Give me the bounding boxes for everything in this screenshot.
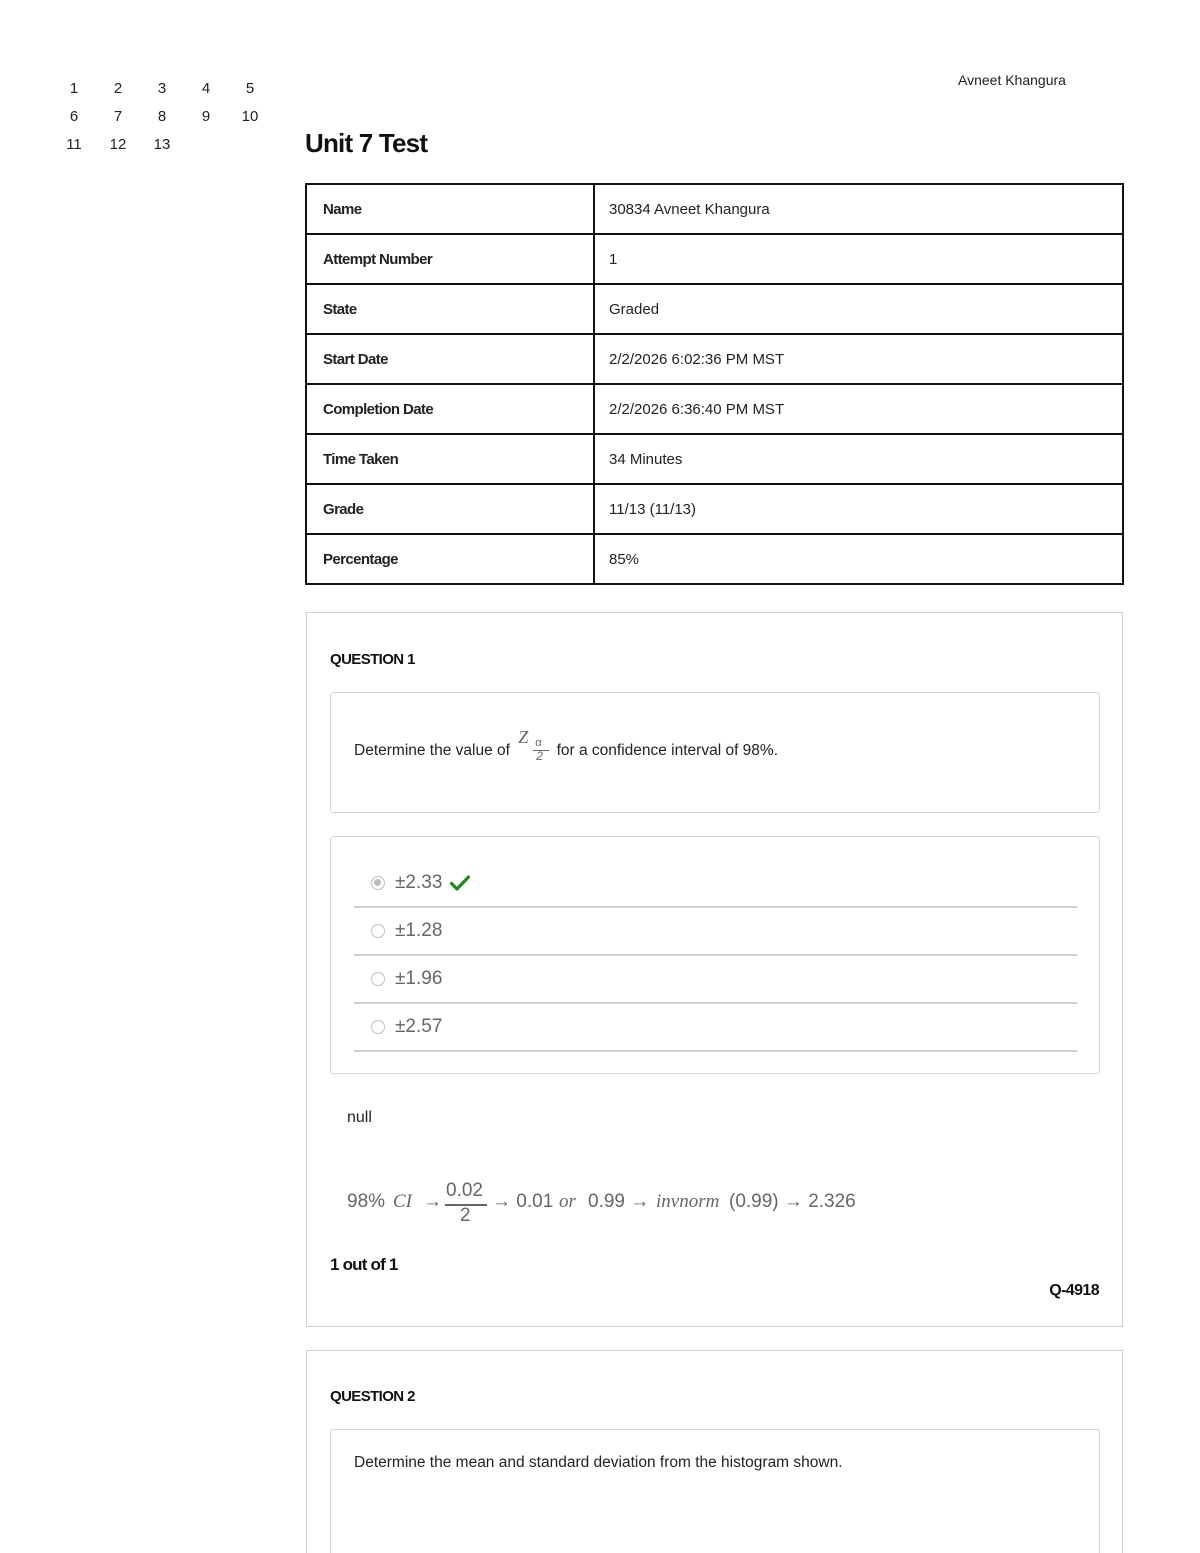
prompt-text-before: Determine the value of bbox=[354, 742, 510, 760]
option-text: ±2.57 bbox=[395, 1016, 443, 1037]
summary-label: Attempt Number bbox=[306, 234, 594, 284]
table-row bbox=[306, 534, 1123, 584]
question-link-2[interactable]: 2 bbox=[113, 79, 123, 97]
question-link-1[interactable]: 1 bbox=[69, 79, 79, 97]
option-text: ±1.28 bbox=[395, 920, 443, 941]
table-row bbox=[306, 334, 1123, 384]
question-2-card bbox=[306, 1350, 1123, 1553]
feedback-text: null bbox=[347, 1109, 372, 1126]
question-link-5[interactable]: 5 bbox=[245, 79, 255, 97]
question-navigation bbox=[52, 74, 272, 158]
math-z: Z bbox=[518, 727, 529, 747]
summary-label: Percentage bbox=[306, 534, 594, 584]
table-row bbox=[306, 234, 1123, 284]
question-score: 1 out of 1 bbox=[330, 1255, 398, 1274]
summary-label: Name bbox=[306, 184, 594, 234]
question-prompt-box bbox=[330, 1429, 1100, 1553]
formula-invnorm: invnorm bbox=[656, 1191, 720, 1212]
math-alpha: α bbox=[535, 737, 542, 749]
summary-value: 2/2/2026 6:02:36 PM MST bbox=[594, 334, 1123, 384]
radio-selected-icon[interactable] bbox=[371, 876, 385, 890]
summary-value: 2/2/2026 6:36:40 PM MST bbox=[594, 384, 1123, 434]
question-link-4[interactable]: 4 bbox=[201, 79, 211, 97]
formula-fraction-denominator: 2 bbox=[460, 1205, 471, 1226]
answer-options bbox=[330, 836, 1100, 1074]
math-two: 2 bbox=[536, 749, 543, 763]
question-link-8[interactable]: 8 bbox=[157, 107, 167, 125]
question-link-6[interactable]: 6 bbox=[69, 107, 79, 125]
question-id: Q-4918 bbox=[1049, 1282, 1099, 1299]
formula-step-3: 0.99 → bbox=[588, 1191, 650, 1212]
summary-label: Time Taken bbox=[306, 434, 594, 484]
question-link-10[interactable]: 10 bbox=[241, 107, 259, 125]
question-label: QUESTION 1 bbox=[330, 651, 415, 668]
question-link-7[interactable]: 7 bbox=[113, 107, 123, 125]
question-nav-row bbox=[52, 130, 272, 158]
formula-percent: 98% bbox=[347, 1191, 386, 1212]
answer-option[interactable] bbox=[354, 908, 1077, 956]
prompt-text-after: for a confidence interval of 98%. bbox=[556, 742, 779, 760]
answer-option[interactable] bbox=[354, 956, 1077, 1004]
option-text: ±1.96 bbox=[395, 968, 443, 989]
attempt-summary-table bbox=[305, 183, 1124, 585]
summary-value: Graded bbox=[594, 284, 1123, 334]
formula-fraction-numerator: 0.02 bbox=[446, 1180, 483, 1201]
question-link-9[interactable]: 9 bbox=[201, 107, 211, 125]
formula-step-2: → 0.01 bbox=[492, 1191, 554, 1212]
answer-option[interactable] bbox=[354, 1004, 1077, 1052]
summary-label: Completion Date bbox=[306, 384, 594, 434]
radio-icon[interactable] bbox=[371, 972, 385, 986]
question-link-11[interactable]: 11 bbox=[66, 135, 82, 153]
page-title: Unit 7 Test bbox=[305, 128, 428, 158]
question-link-3[interactable]: 3 bbox=[157, 79, 167, 97]
table-row bbox=[306, 284, 1123, 334]
formula-or: or bbox=[559, 1191, 576, 1212]
z-alpha-over-2-math bbox=[514, 727, 552, 763]
table-row bbox=[306, 484, 1123, 534]
checkmark-icon bbox=[450, 875, 470, 891]
radio-icon[interactable] bbox=[371, 1020, 385, 1034]
question-nav-row bbox=[52, 74, 272, 102]
question-nav-row bbox=[52, 102, 272, 130]
question-prompt: Determine the mean and standard deviation from the histogram shown. bbox=[354, 1454, 843, 1471]
table-row bbox=[306, 434, 1123, 484]
option-text: ±2.33 bbox=[395, 872, 443, 893]
formula-result: (0.99) → 2.326 bbox=[729, 1191, 856, 1212]
formula-arrow: → bbox=[423, 1191, 442, 1212]
summary-label: Start Date bbox=[306, 334, 594, 384]
table-row bbox=[306, 184, 1123, 234]
summary-value: 34 Minutes bbox=[594, 434, 1123, 484]
answer-option[interactable] bbox=[354, 860, 1077, 908]
summary-value: 30834 Avneet Khangura bbox=[594, 184, 1123, 234]
user-name: Avneet Khangura bbox=[958, 72, 1066, 88]
formula-ci: CI bbox=[393, 1191, 412, 1212]
question-label: QUESTION 2 bbox=[330, 1388, 415, 1405]
summary-value: 1 bbox=[594, 234, 1123, 284]
question-link-12[interactable]: 12 bbox=[109, 135, 127, 153]
question-prompt-box bbox=[330, 692, 1100, 813]
summary-value: 85% bbox=[609, 550, 640, 568]
table-row bbox=[306, 384, 1123, 434]
question-link-13[interactable]: 13 bbox=[153, 135, 171, 153]
summary-label: State bbox=[306, 284, 594, 334]
question-1-card bbox=[306, 612, 1123, 1327]
radio-icon[interactable] bbox=[371, 924, 385, 938]
summary-label: Grade bbox=[306, 484, 594, 534]
summary-value: 11/13 (11/13) bbox=[594, 484, 1123, 534]
question-prompt bbox=[354, 727, 779, 763]
